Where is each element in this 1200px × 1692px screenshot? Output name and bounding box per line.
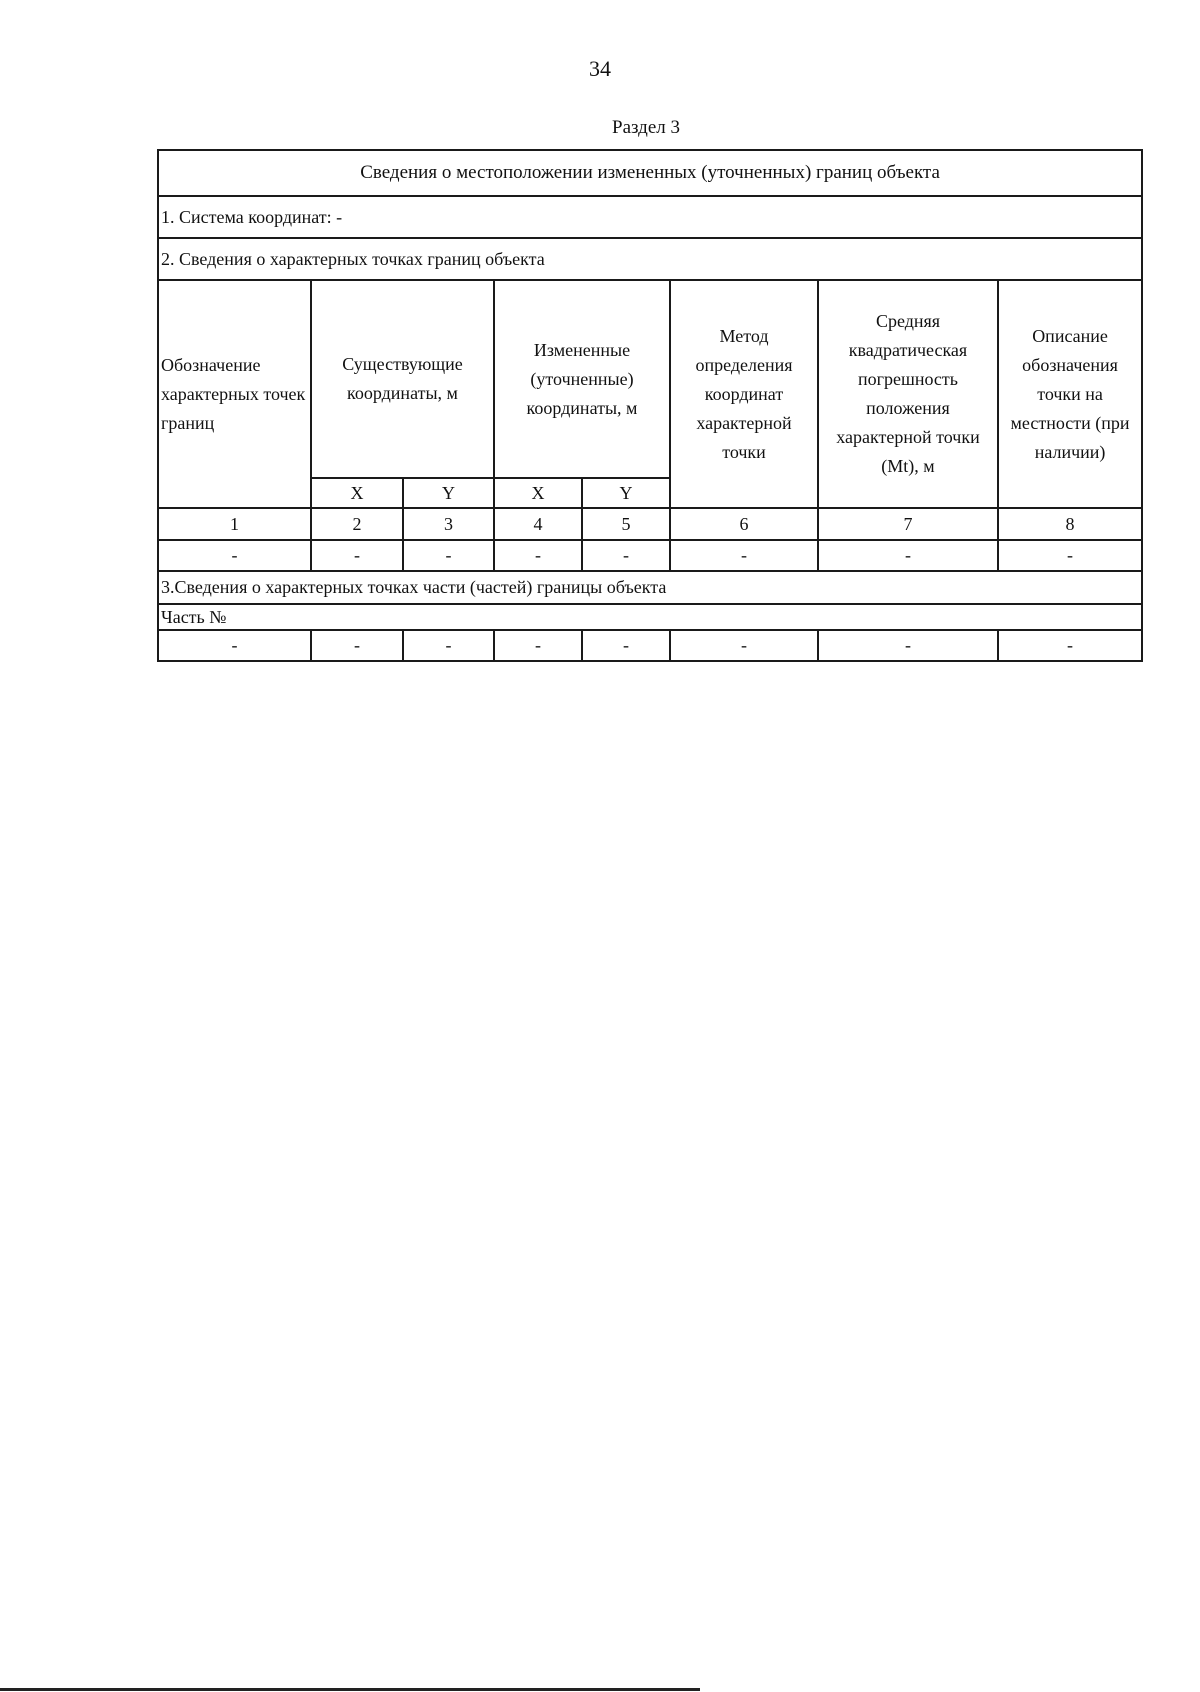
section-title: Раздел 3 xyxy=(612,117,680,138)
part-number-row: Часть № xyxy=(158,604,1142,630)
column-number: 1 xyxy=(158,508,311,540)
axis-x-changed: X xyxy=(494,478,582,508)
table-cell: - xyxy=(818,630,998,661)
header-error: Средняя квадратическая погрешность положения характерной точки (Mt), м xyxy=(818,280,998,508)
header-changed-coords: Измененные (уточненные) координаты, м xyxy=(494,280,670,478)
column-number: 7 xyxy=(818,508,998,540)
column-number: 3 xyxy=(403,508,494,540)
table-cell: - xyxy=(311,630,403,661)
axis-x-existing: X xyxy=(311,478,403,508)
table-cell: - xyxy=(998,630,1142,661)
column-number: 5 xyxy=(582,508,670,540)
table-cell: - xyxy=(403,540,494,571)
table-cell: - xyxy=(582,630,670,661)
points-section-row: 2. Сведения о характерных точках границ объекта xyxy=(158,238,1142,280)
column-number: 4 xyxy=(494,508,582,540)
page-number: 34 xyxy=(589,56,611,81)
table-cell: - xyxy=(494,630,582,661)
table-cell: - xyxy=(582,540,670,571)
boundary-table xyxy=(157,149,1143,662)
table-cell: - xyxy=(494,540,582,571)
header-designation: Обозначение характерных точек границ xyxy=(158,280,311,508)
table-cell: - xyxy=(670,540,818,571)
column-number: 2 xyxy=(311,508,403,540)
axis-y-changed: Y xyxy=(582,478,670,508)
table-cell: - xyxy=(998,540,1142,571)
header-description: Описание обозначения точки на местности (при наличии) xyxy=(998,280,1142,508)
coord-system-row: 1. Система координат: - xyxy=(158,196,1142,238)
table-cell: - xyxy=(403,630,494,661)
table-cell: - xyxy=(670,630,818,661)
column-number: 8 xyxy=(998,508,1142,540)
header-existing-coords: Существующие координаты, м xyxy=(311,280,494,478)
table-cell: - xyxy=(311,540,403,571)
table-cell: - xyxy=(818,540,998,571)
parts-section-row: 3.Сведения о характерных точках части (частей) границы объекта xyxy=(158,571,1142,604)
table-caption: Сведения о местоположении измененных (уточненных) границ объекта xyxy=(158,150,1142,196)
table-cell: - xyxy=(158,630,311,661)
axis-y-existing: Y xyxy=(403,478,494,508)
footer-rule xyxy=(0,1688,700,1691)
header-method: Метод определения координат характерной точки xyxy=(670,280,818,508)
column-number: 6 xyxy=(670,508,818,540)
table-cell: - xyxy=(158,540,311,571)
